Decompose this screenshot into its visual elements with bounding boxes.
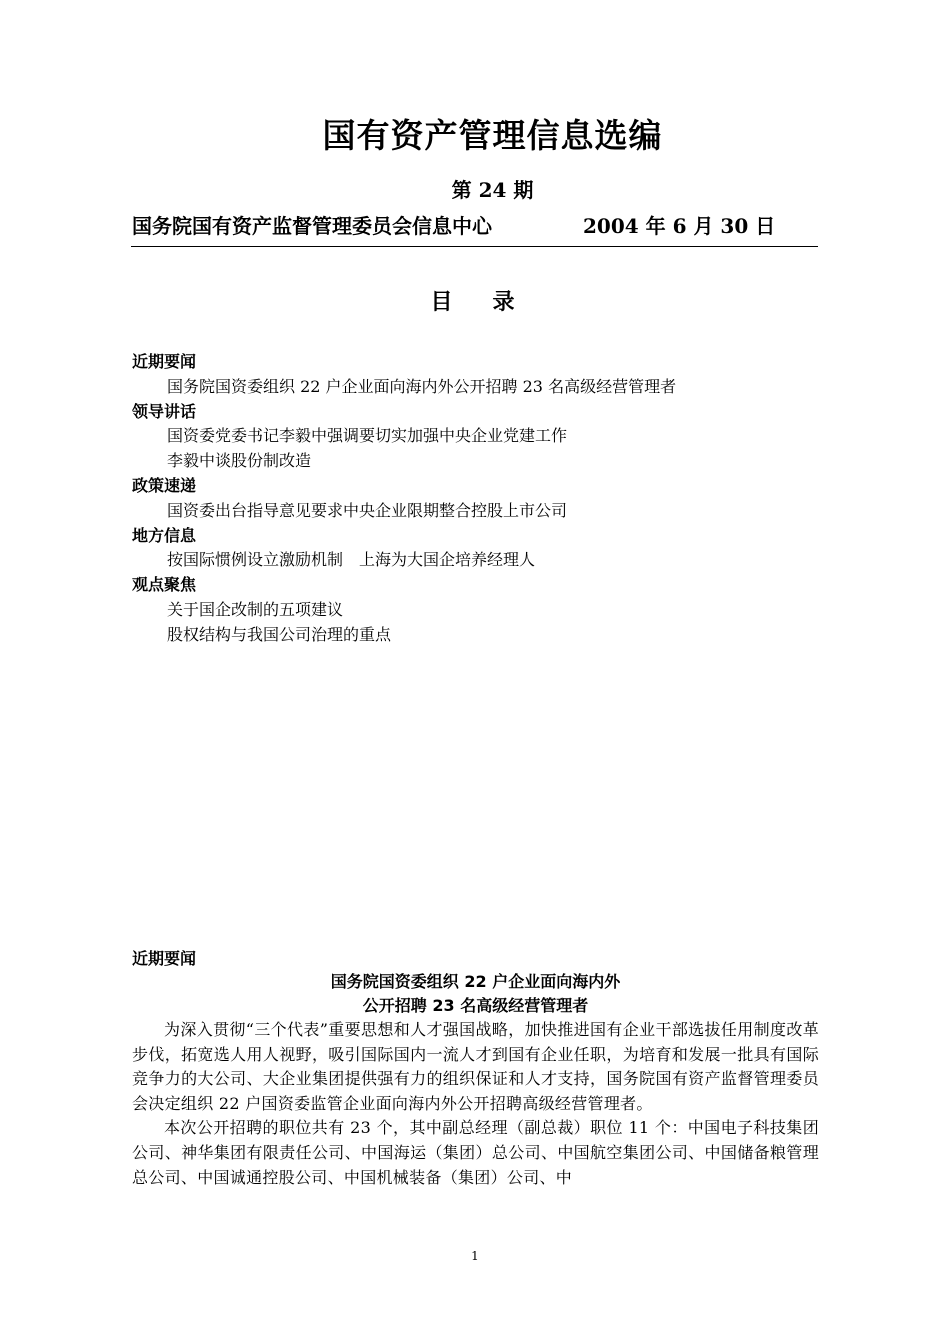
article-category: 近期要闻 — [132, 949, 197, 968]
toc-item[interactable]: 按国际惯例设立激励机制 上海为大国企培养经理人 — [167, 550, 536, 570]
document-title: 国有资产管理信息选编 — [322, 116, 663, 155]
table-of-contents — [132, 350, 818, 648]
article — [132, 948, 819, 1190]
article-paragraph: 为深入贯彻“三个代表”重要思想和人才强国战略，加快推进国有企业干部选拔任用制度改革步伐，拓宽选人用人视野，吸引国际国内一流人才到国有企业任职，为培育和发展一批具有国际竞争力的大公司、大企业集团提供强有力的组织保证和人才支持，国务院国有资产监督管理委员会决定组织 22 户国资委监管企业面向海内外公开招聘高级经营管理者。 — [132, 1020, 819, 1113]
toc-category: 近期要闻 — [132, 352, 197, 371]
toc-item[interactable]: 国资委党委书记李毅中强调要切实加强中央企业党建工作 — [167, 426, 568, 446]
article-headline-line-1: 国务院国资委组织 22 户企业面向海内外 — [330, 972, 621, 991]
toc-item[interactable]: 国资委出台指导意见要求中央企业限期整合控股上市公司 — [167, 500, 568, 520]
toc-category: 政策速递 — [132, 475, 197, 495]
toc-category: 观点聚焦 — [132, 575, 197, 595]
page-number: 1 — [471, 1249, 479, 1263]
header-divider — [131, 246, 818, 247]
article-paragraph: 本次公开招聘的职位共有 23 个，其中副总经理（副总裁）职位 11 个：中国电子科技集团公司、神华集团有限责任公司、中国海运（集团）总公司、中国航空集团公司、中国储备粮管理总公司、中国诚通控股公司、中国机械装备（集团）公司、中 — [132, 1118, 819, 1187]
toc-item[interactable]: 股权结构与我国公司治理的重点 — [167, 624, 392, 644]
toc-item[interactable]: 国务院国资委组织 22 户企业面向海内外公开招聘 23 名高级经营管理者 — [167, 376, 677, 396]
toc-heading: 目录 — [430, 289, 555, 315]
article-headline-line-2: 公开招聘 23 名高级经营管理者 — [362, 996, 589, 1015]
toc-category: 地方信息 — [132, 525, 197, 545]
toc-category: 领导讲话 — [132, 401, 197, 421]
toc-item[interactable]: 李毅中谈股份制改造 — [167, 451, 312, 471]
toc-item[interactable]: 关于国企改制的五项建议 — [167, 599, 344, 619]
publisher-name: 国务院国有资产监督管理委员会信息中心 — [132, 214, 492, 238]
publish-date: 2004 年 6 月 30 日 — [583, 214, 776, 238]
publisher-line — [132, 210, 818, 239]
issue-number: 第 24 期 — [451, 178, 534, 202]
